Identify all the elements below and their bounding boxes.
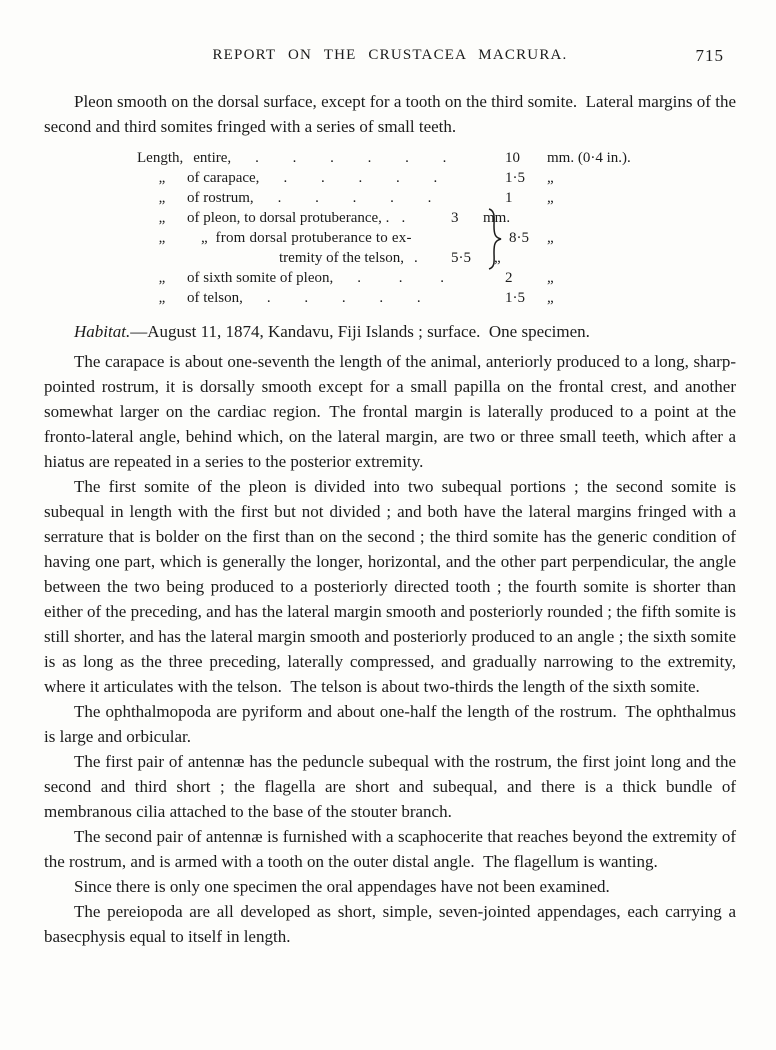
paragraph-oral-appendages: Since there is only one specimen the oral appendages have not been examined. — [74, 877, 610, 896]
running-head — [44, 46, 736, 68]
table-row — [137, 288, 737, 308]
dot-leader: . . . . . . — [255, 150, 447, 166]
row-value: 5·5 — [451, 250, 471, 266]
row-unit: mm. (0·4 in.). — [547, 150, 631, 166]
row-unit: „ — [547, 190, 554, 206]
table-row — [137, 228, 737, 248]
row-label: of carapace, — [187, 170, 260, 186]
dot-leader: . — [401, 210, 406, 226]
paragraph-carapace: The carapace is about one-seventh the length of the animal, anteriorly produced to a long, sharp-pointed rostrum, it is dorsally smooth except for a small papilla on the frontal crest, and another somewhat larger on the cardiac region. The frontal margin is laterally produced to a point at the fronto-lateral angle, behind which, on the lateral margin, are two or three small teeth, which after a hiatus are repeated in a series to the posterior extremity. — [44, 352, 736, 471]
paragraph-pereiopoda: The pereiopoda are all developed as short, simple, seven-jointed appendages, each carrying a basecphysis equal to itself in length. — [44, 902, 736, 946]
measurement-table — [137, 148, 737, 308]
table-row — [137, 248, 737, 268]
dot-leader: . . . . . — [283, 170, 438, 186]
ditto-mark: „ — [158, 190, 166, 206]
row-unit: „ — [547, 290, 554, 306]
table-row — [137, 208, 737, 228]
row-unit: mm. — [483, 210, 511, 226]
habitat-text: —August 11, 1874, Kandavu, Fiji Islands ; surface. One specimen. — [130, 322, 590, 341]
dot-leader: . . . . . — [277, 190, 432, 206]
row-unit: „ — [547, 170, 554, 186]
table-row — [137, 268, 737, 288]
ditto-mark: „ — [158, 230, 166, 246]
paragraph-pleon-intro: Pleon smooth on the dorsal surface, except for a tooth on the third somite. Lateral margins of the second and third somites fringed with a series of small teeth. — [44, 92, 736, 136]
ditto-mark: „ — [158, 270, 166, 286]
table-row — [137, 188, 737, 208]
dot-leader: . — [413, 250, 418, 266]
habitat-line — [44, 319, 736, 344]
curly-brace-icon — [486, 208, 504, 270]
row-unit: „ — [494, 250, 501, 266]
ditto-mark: „ — [158, 170, 166, 186]
row-unit: „ — [547, 270, 554, 286]
row-label: tremity of the telson, — [279, 250, 404, 266]
row-value: 1 — [505, 190, 513, 206]
habitat-label: Habitat. — [74, 322, 131, 341]
paragraph-somites: The first somite of the pleon is divided into two subequal portions ; the second somite is subequal in length with the first but not divided ; and both have the lateral margins fringed with a serrature that is bolder on the first than on the second ; the third somite has the generic condition of having one part, which is generally the longer, horizontal, and the other part perpendicular, the angle between the two being produced to a posteriorly directed tooth ; the fourth somite is shorter than either of the preceding, and has the lateral margin smooth and posteriorly rounded ; the fifth somite is still shorter, and has the lateral margin smooth and posteriorly produced to an angle ; the sixth somite is as long as the three preceding, laterally compressed, and gradually narrowing to the extremity, where it articulates with the telson. The telson is about two-thirds the length of the sixth somite. — [44, 477, 736, 696]
row-value: 3 — [451, 210, 459, 226]
row-value: 2 — [505, 270, 513, 286]
dot-leader: . . . — [357, 270, 444, 286]
ditto-mark: „ — [158, 210, 166, 226]
ditto-mark: „ — [158, 290, 166, 306]
row-label-col: Length, — [137, 150, 184, 166]
row-label: of rostrum, — [187, 190, 254, 206]
paragraph-ophthalmopoda: The ophthalmopoda are pyriform and about one-half the length of the rostrum. The ophthalmus is large and orbicular. — [44, 702, 736, 746]
paragraph-second-antennae: The second pair of antennæ is furnished with a scaphocerite that reaches beyond the extremity of the rostrum, and is armed with a tooth on the outer distal angle. The flagellum is wanting. — [44, 827, 736, 871]
page-number: 715 — [695, 46, 724, 65]
row-value: 10 — [505, 150, 520, 166]
brace-value: 8·5 — [509, 230, 529, 246]
row-label: of sixth somite of pleon, — [187, 270, 334, 286]
page-title: REPORT ON THE CRUSTACEA MACRURA. — [212, 47, 568, 63]
row-label: of pleon, to dorsal protuberance, . — [187, 210, 390, 226]
paragraph-first-antennae: The first pair of antennæ has the peduncle subequal with the rostrum, the first joint long and the second and third short ; the flagella are short and subequal, and there is a thick bundle of membranous cilia attached to the base of the stouter branch. — [44, 752, 736, 821]
row-label: „ from dorsal protuberance to ex- — [201, 230, 412, 246]
row-value: 1·5 — [505, 290, 525, 306]
table-row — [137, 148, 737, 168]
table-row — [137, 168, 737, 188]
brace-unit: „ — [547, 230, 554, 246]
row-value: 1·5 — [505, 170, 525, 186]
row-label: of telson, — [187, 290, 243, 306]
dot-leader: . . . . . — [266, 290, 421, 306]
row-label: entire, — [193, 150, 232, 166]
